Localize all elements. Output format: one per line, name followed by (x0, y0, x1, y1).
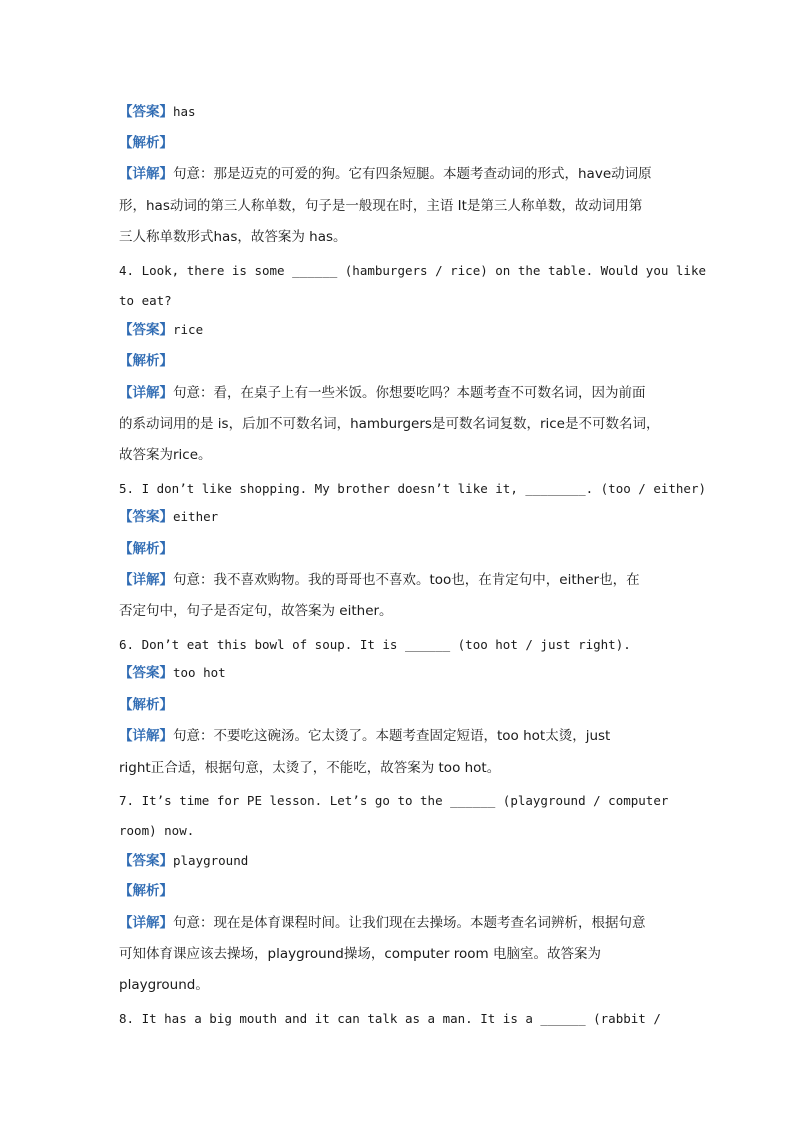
analysis-label: 【解析】 (119, 353, 173, 369)
detail-text: 三人称单数形式has，故答案为 has。 (119, 229, 347, 245)
answer-label: 【答案】 (119, 322, 173, 338)
detail-text: 形，has动词的第三人称单数，句子是一般现在时，主语 It是第三人称单数，故动词用第 (119, 198, 643, 214)
detail-line (119, 571, 640, 590)
answer-value: rice (173, 322, 204, 337)
detail-line (119, 165, 652, 184)
analysis-label-q3 (119, 134, 173, 153)
detail-text: right正合适，根据句意，太烫了，不能吃，故答案为 too hot。 (119, 760, 501, 776)
detail-line (119, 914, 646, 933)
analysis-label: 【解析】 (119, 135, 173, 151)
answer-line-q3 (119, 103, 196, 122)
detail-line (119, 384, 646, 403)
question-text: 6. Don’t eat this bowl of soup. It is ______ (too hot / just right). (119, 637, 631, 652)
detail-text: 句意：我不喜欢购物。我的哥哥也不喜欢。too也，在肯定句中，either也，在 (173, 572, 640, 588)
answer-line-q5 (119, 508, 218, 527)
detail-label: 【详解】 (119, 728, 173, 744)
answer-value: too hot (173, 665, 226, 680)
detail-line (119, 727, 610, 746)
question-text: 8. It has a big mouth and it can talk as a man. It is a ______ (rabbit / (119, 1011, 661, 1026)
answer-line-q7 (119, 852, 248, 871)
detail-text: 的系动词用的是 is，后加不可数名词，hamburgers是可数名词复数，rice是不可数名词， (119, 416, 660, 432)
answer-label: 【答案】 (119, 665, 173, 681)
detail-label: 【详解】 (119, 385, 173, 401)
detail-text: 句意：那是迈克的可爱的狗。它有四条短腿。本题考查动词的形式，have动词原 (173, 166, 652, 182)
detail-text: playground。 (119, 977, 209, 993)
detail-label: 【详解】 (119, 572, 173, 588)
detail-text: 句意：现在是体育课程时间。让我们现在去操场。本题考查名词辨析，根据句意 (173, 915, 646, 931)
analysis-label: 【解析】 (119, 697, 173, 713)
question-text: room) now. (119, 823, 195, 838)
detail-label: 【详解】 (119, 166, 173, 182)
detail-text: 故答案为rice。 (119, 447, 212, 463)
detail-text: 句意：不要吃这碗汤。它太烫了。本题考查固定短语，too hot太烫，just (173, 728, 611, 744)
answer-value: either (173, 509, 219, 524)
answer-line-q4 (119, 321, 203, 340)
answer-label: 【答案】 (119, 104, 173, 120)
detail-text: 否定句中，句子是否定句，故答案为 either。 (119, 603, 393, 619)
analysis-label-q6 (119, 696, 173, 715)
question-text: 4. Look, there is some ______ (hamburgers / rice) on the table. Would you like (119, 263, 706, 278)
analysis-label-q4 (119, 352, 173, 371)
analysis-label-q5 (119, 540, 173, 559)
question-text: 7. It’s time for PE lesson. Let’s go to the ______ (playground / computer (119, 793, 669, 808)
analysis-label: 【解析】 (119, 541, 173, 557)
question-text: 5. I don’t like shopping. My brother doesn’t like it, ________. (too / either) (119, 481, 706, 496)
analysis-label-q7 (119, 882, 173, 901)
answer-label: 【答案】 (119, 853, 173, 869)
answer-value: playground (173, 853, 249, 868)
analysis-label: 【解析】 (119, 883, 173, 899)
answer-label: 【答案】 (119, 509, 173, 525)
detail-text: 句意：看，在桌子上有一些米饭。你想要吃吗？本题考查不可数名词，因为前面 (173, 385, 646, 401)
detail-text: 可知体育课应该去操场，playground操场，computer room 电脑室。故答案为 (119, 946, 601, 962)
detail-label: 【详解】 (119, 915, 173, 931)
answer-value: has (173, 104, 196, 119)
question-text: to eat? (119, 293, 172, 308)
answer-line-q6 (119, 664, 226, 683)
